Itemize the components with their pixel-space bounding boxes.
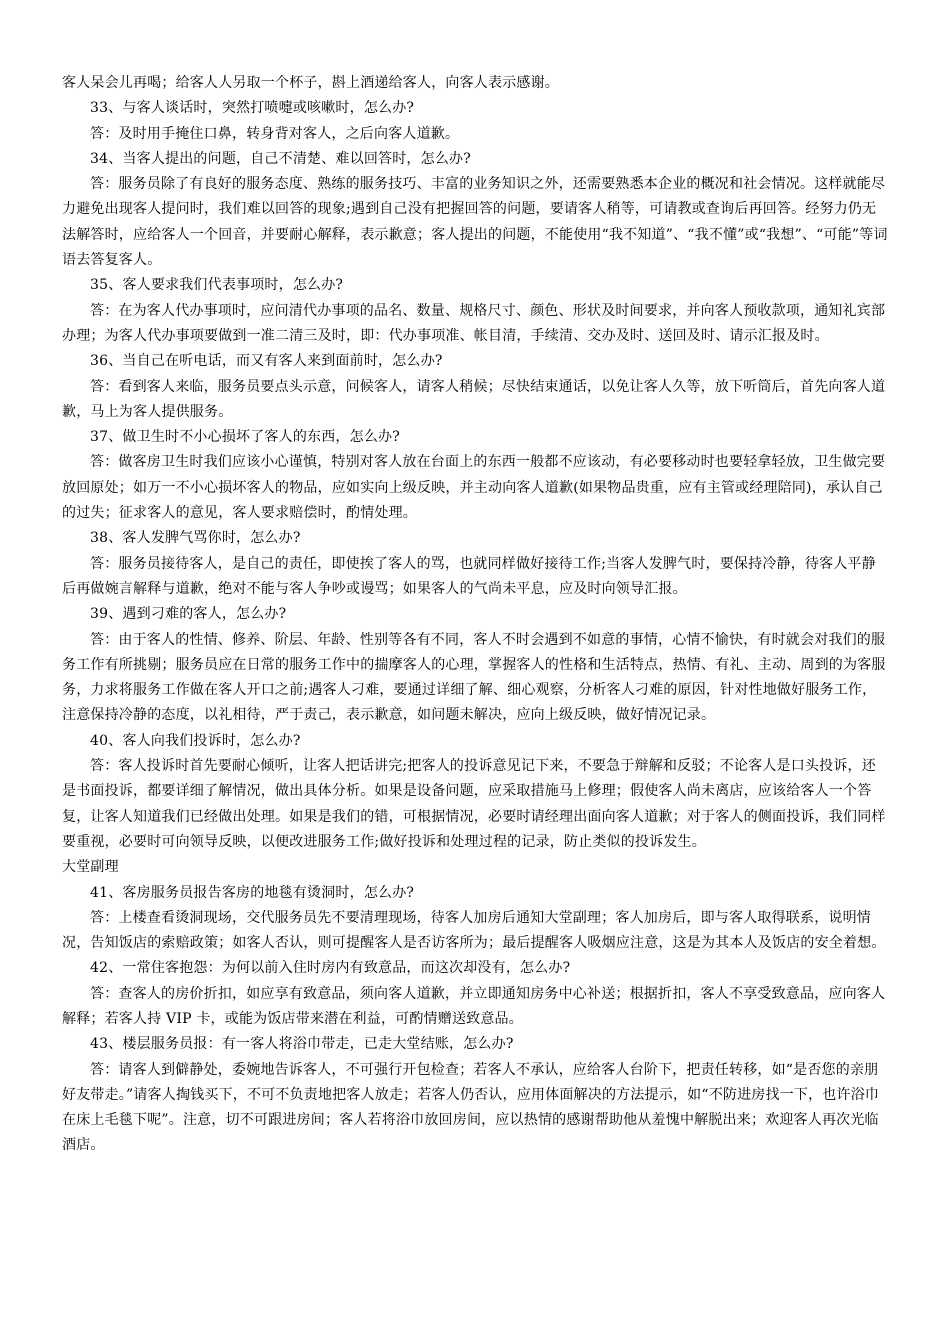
question-41: 41、客房服务员报告客房的地毯有烫洞时，怎么办? [90,884,415,901]
answer-40: 答：客人投诉时首先要耐心倾听，让客人把话讲完;把客人的投诉意见记下来，不要急于辩解和反驳；不论客人是口头投诉，还是书面投诉，都要详细了解情况，做出具体分析。如果是设备问题，应采取措施马上修理；假使客人尚未离店，应该给客人一个答复，让客人知道我们已经做出处理。如果是我们的错，可根据情况，必要时请经理出面向客人道歉；对于客人的侧面投诉，我们同样要重视，必要时可向领导反映，以便改进服务工作;做好投诉和处理过程的记录，防止类似的投诉发生。 [62,758,886,850]
answer-39: 答：由于客人的性情、修养、阶层、年龄、性别等各有不同，客人不时会遇到不如意的事情，心情不愉快，有时就会对我们的服务工作有所挑剔；服务员应在日常的服务工作中的揣摩客人的心理，掌握客人的性格和生活特点，热情、有礼、主动、周到的为客服务，力求将服务工作做在客人开口之前;遇客人刁难，要通过详细了解、细心观察，分析客人刁难的原因，针对性地做好服务工作，注意保持冷静的态度，以礼相待，严于责己，表示歉意，如问题未解决，应向上级反映，做好情况记录。 [62,631,886,724]
question-43: 43、楼层服务员报：有一客人将浴巾带走，已走大堂结账，怎么办? [90,1036,514,1053]
answer-37: 答：做客房卫生时我们应该小心谨慎，特别对客人放在台面上的东西一般都不应该动，有必要移动时也要轻拿轻放，卫生做完要放回原处；如万一不小心损坏客人的物品，应如实向上级反映，并主动向客人道歉(如果物品贵重，应有主管或经理陪同)，承认自己的过失；征求客人的意见，客人要求赔偿时，酌情处理。 [62,454,886,522]
question-35: 35、客人要求我们代表事项时，怎么办? [90,277,344,294]
answer-41: 答：上楼查看烫洞现场，交代服务员先不要清理现场，待客人加房后通知大堂副理；客人加房后，即与客人取得联系，说明情况，告知饭店的索赔政策；如客人否认，则可提醒客人是否访客所为；最后提醒客人吸烟应注意，这是为其本人及饭店的安全着想。 [62,909,886,952]
document-page [62,71,889,1159]
question-33: 33、与客人谈话时，突然打喷嚏或咳嗽时，怎么办? [90,100,415,117]
lead-in-paragraph: 客人呆会儿再喝；给客人人另取一个杯子，斟上酒递给客人，向客人表示感谢。 [62,75,559,91]
answer-33: 答：及时用手掩住口鼻，转身背对客人，之后向客人道歉。 [90,125,460,142]
question-34: 34、当客人提出的问题，自己不清楚、难以回答时，怎么办? [90,150,471,167]
answer-36: 答：看到客人来临，服务员要点头示意，问候客人，请客人稍候；尽快结束通话，以免让客人久等，放下听筒后，首先向客人道歉，马上为客人提供服务。 [62,378,886,420]
answer-43: 答：请客人到僻静处，委婉地告诉客人，不可强行开包检查；若客人不承认，应给客人台阶下，把责任转移，如“是否您的亲朋好友带走。”请客人掏钱买下，不可不负责地把客人放走；若客人仍否认，应用体面解决的方法提示，如“不防进房找一下，也许浴巾在床上毛毯下呢”。注意，切不可跟进房间；客人若将浴巾放回房间，应以热情的感谢帮助他从羞愧中解脱出来；欢迎客人再次光临酒店。 [62,1061,880,1154]
question-37: 37、做卫生时不小心损坏了客人的东西，怎么办? [90,429,400,446]
answer-42: 答：查客人的房价折扣，如应享有致意品，须向客人道歉，并立即通知房务中心补送；根据折扣，客人不享受致意品，应向客人解释；若客人持 VIP 卡，或能为饭店带来潜在利益，可酌情赠送致意品。 [62,985,886,1027]
answer-35: 答：在为客人代办事项时，应问清代办事项的品名、数量、规格尺寸、颜色、形状及时间要求，并向客人预收款项，通知礼宾部办理；为客人代办事项要做到一准二清三及时，即：代办事项准、帐目清，手续清、交办及时、送回及时、请示汇报及时。 [62,302,886,344]
question-40: 40、客人向我们投诉时，怎么办? [90,732,301,749]
answer-38: 答：服务员接待客人，是自己的责任，即使挨了客人的骂，也就同样做好接待工作;当客人发脾气时，要保持冷静，待客人平静后再做婉言解释与道歉，绝对不能与客人争吵或谩骂；如果客人的气尚未平息，应及时向领导汇报。 [62,555,876,597]
section-heading: 大堂副理 [62,859,119,876]
question-39: 39、遇到刁难的客人，怎么办? [90,606,287,623]
question-36: 36、当自己在听电话，而又有客人来到面前时，怎么办? [90,353,443,370]
question-42: 42、一常住客抱怨：为何以前入住时房内有致意品，而这次却没有，怎么办? [90,960,571,977]
question-38: 38、客人发脾气骂你时，怎么办? [90,530,301,547]
answer-34: 答：服务员除了有良好的服务态度、熟练的服务技巧、丰富的业务知识之外，还需要熟悉本企业的概况和社会情况。这样就能尽力避免出现客人提问时，我们难以回答的现象;遇到自己没有把握回答的问题，要请客人稍等，可请教或查询后再回答。经努力仍无法解答时，应给客人一个回音，并要耐心解释，表示歉意；客人提出的问题，不能使用“我不知道”、“我不懂”或“我想”、“可能”等词语去答复客人。 [62,176,888,269]
